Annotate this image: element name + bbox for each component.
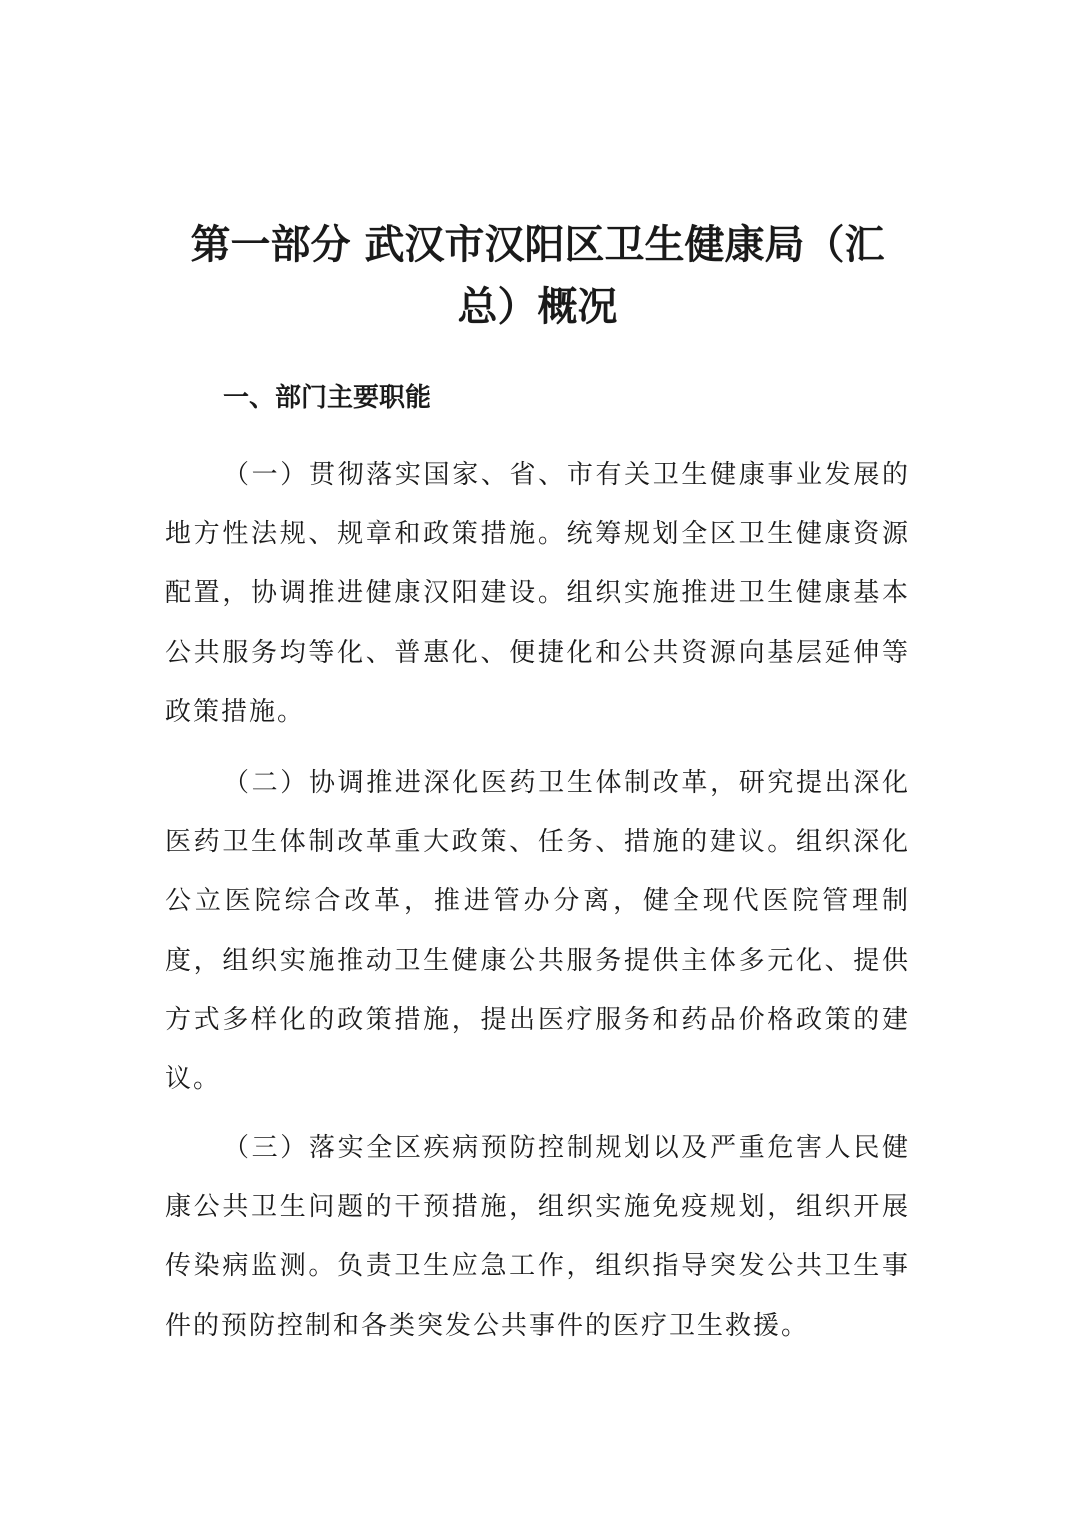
document-title-line-2: 总）概况 — [457, 284, 618, 330]
paragraph-3: （三）落实全区疾病预防控制规划以及严重危害人民健康公共卫生问题的干预措施，组织实施免疫规划，组织开展传染病监测。负责卫生应急工作，组织指导突发公共卫生事件的预防控制和各类突发公共事件的医疗卫生救援。 — [165, 1133, 910, 1341]
paragraph-1: （一）贯彻落实国家、省、市有关卫生健康事业发展的地方性法规、规章和政策措施。统筹规划全区卫生健康资源配置，协调推进健康汉阳建设。组织实施推进卫生健康基本公共服务均等化、普惠化、便捷化和公共资源向基层延伸等政策措施。 — [165, 460, 910, 727]
document-title-line-1: 第一部分 武汉市汉阳区卫生健康局（汇 — [190, 222, 885, 268]
section-heading: 一、部门主要职能 — [223, 383, 432, 413]
paragraph-2: （二）协调推进深化医药卫生体制改革，研究提出深化医药卫生体制改革重大政策、任务、措施的建议。组织深化公立医院综合改革，推进管办分离，健全现代医院管理制度，组织实施推动卫生健康公共服务提供主体多元化、提供方式多样化的政策措施，提出医疗服务和药品价格政策的建议。 — [165, 768, 910, 1095]
